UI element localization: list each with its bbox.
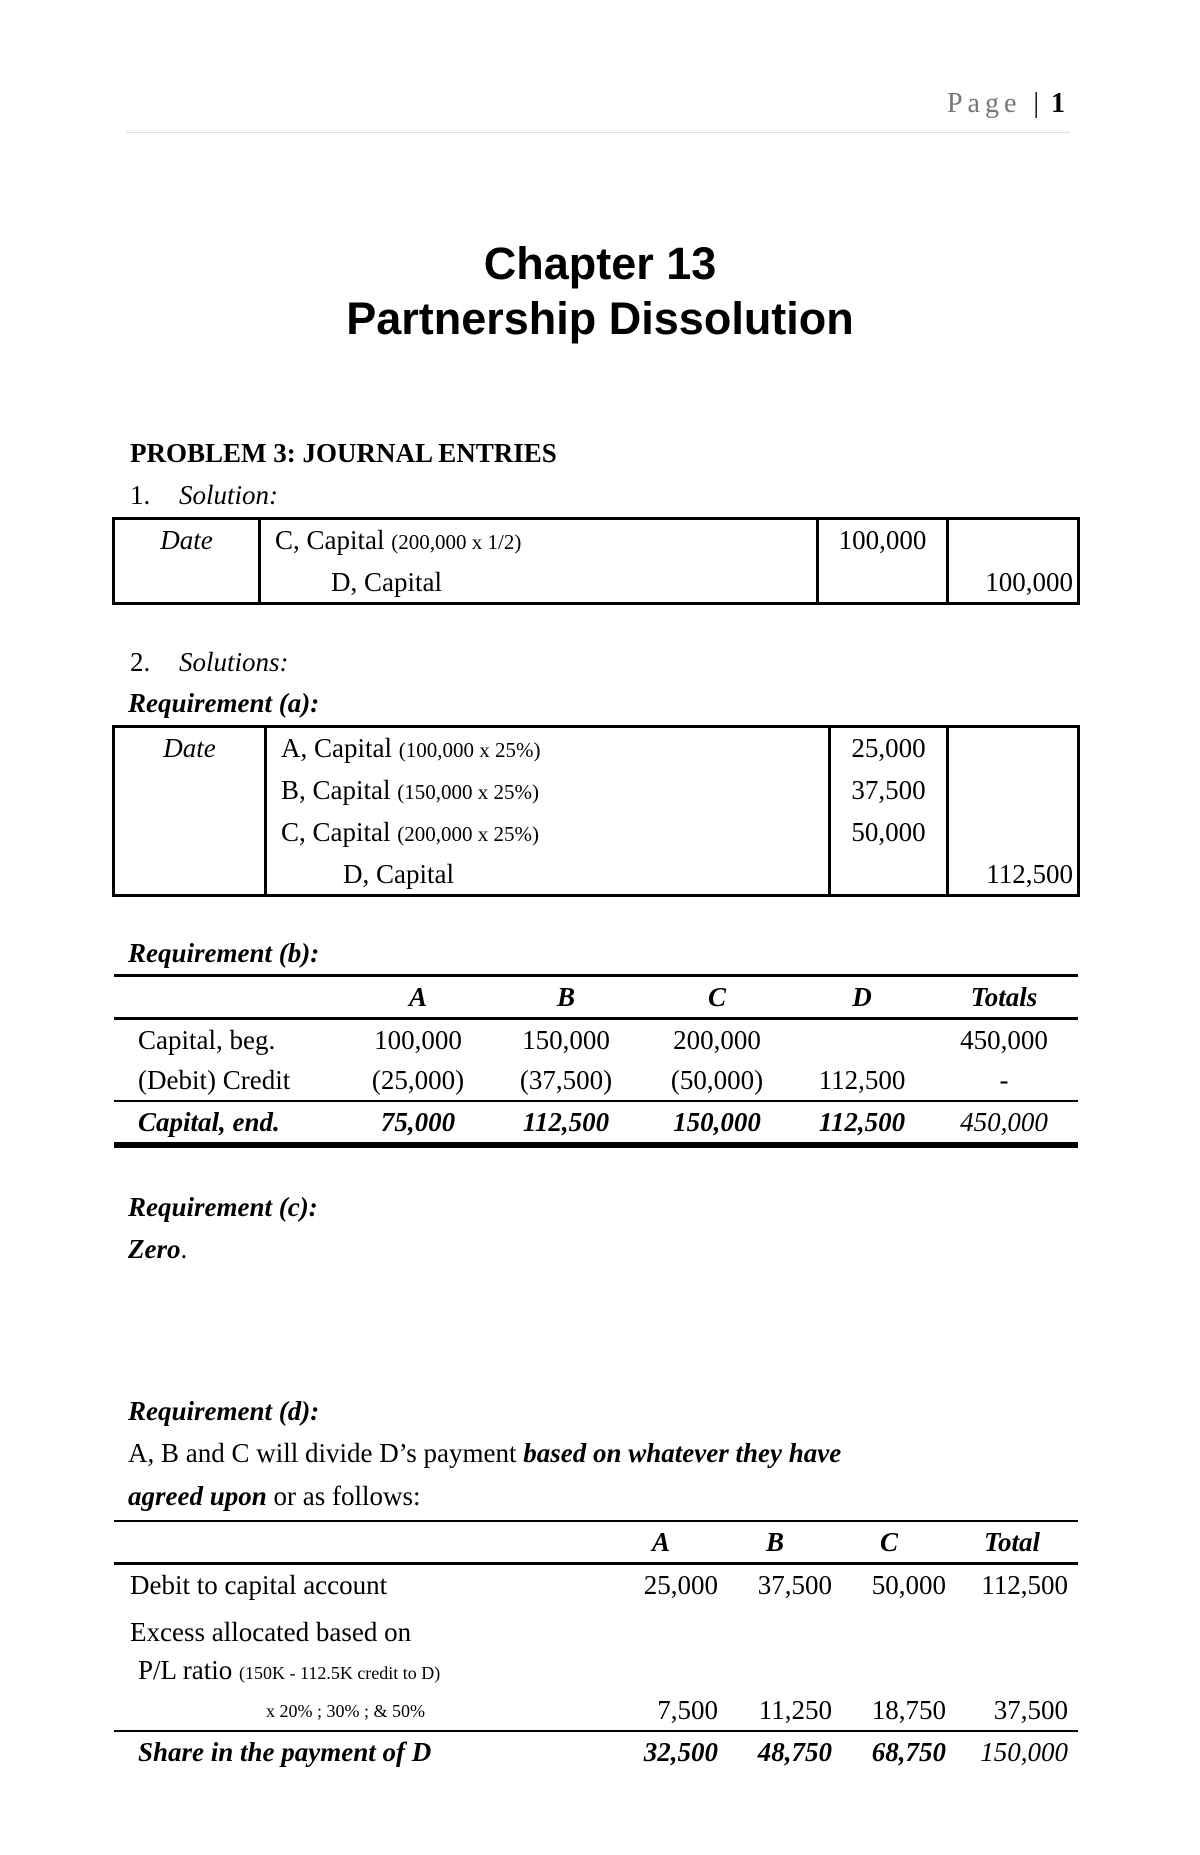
text-span: A, B and C will divide D’s payment: [128, 1438, 517, 1468]
table-row: [114, 1019, 1078, 1061]
answer-text: Zero: [128, 1234, 181, 1264]
account-name: B, Capital: [281, 775, 391, 805]
table-total-row: [114, 1731, 1078, 1772]
credit-cell: [948, 812, 1079, 854]
chapter-subtitle: Partnership Dissolution: [346, 293, 854, 344]
table-cell: 200,000: [673, 1025, 761, 1055]
header-rule: [126, 132, 1070, 133]
row-label: (Debit) Credit: [138, 1065, 291, 1095]
table-cell: 112,500: [818, 1065, 906, 1095]
table-cell: 150,000: [522, 1025, 610, 1055]
table-cell: 37,500: [993, 1695, 1068, 1725]
row-label: Capital, beg.: [138, 1025, 276, 1055]
text-span: (150K - 112.5K credit to D): [239, 1663, 441, 1683]
journal-entry-2a: [112, 725, 1080, 897]
table-cell: 68,750: [871, 1737, 946, 1767]
account-cell: [266, 812, 830, 854]
requirement-a-label: Requirement (a):: [128, 688, 320, 718]
table-cell: [794, 1019, 930, 1061]
solution-2-num: 2.: [130, 647, 151, 677]
row-label: Share in the payment of D: [138, 1737, 432, 1767]
account-cell: D, Capital: [260, 562, 818, 604]
table-cell: 32,500: [643, 1737, 718, 1767]
solution-2-text: Solutions:: [179, 647, 289, 677]
row-label: Capital, end.: [138, 1107, 280, 1137]
page-header: [947, 88, 1065, 120]
table-row: [114, 519, 1079, 563]
table-row: [114, 1613, 1078, 1731]
debit-cell: [830, 854, 948, 896]
table-cell: 48,750: [757, 1737, 832, 1767]
header-cell: A: [651, 1527, 670, 1557]
page-number: 1: [1051, 88, 1065, 119]
table-cell: 37,500: [757, 1570, 832, 1600]
header-cell: B: [556, 982, 575, 1012]
solution-1-label: [130, 480, 278, 511]
table-total-row: [114, 1101, 1078, 1145]
table-row: [114, 812, 1079, 854]
debit-cell: 100,000: [818, 519, 948, 563]
requirement-d-text-line1: [128, 1438, 1078, 1469]
credit-cell: [948, 727, 1079, 771]
table-cell: 112,500: [818, 1107, 906, 1137]
table-cell: 100,000: [374, 1025, 462, 1055]
account-cell: [266, 770, 830, 812]
credit-cell: [948, 770, 1079, 812]
table-cell: 25,000: [643, 1570, 718, 1600]
table-cell: (25,000): [371, 1065, 465, 1095]
table-cell: 75,000: [380, 1107, 456, 1137]
table-row: [114, 854, 1079, 896]
header-cell: C: [879, 1527, 898, 1557]
page-separator: |: [1033, 88, 1039, 119]
table-cell: (37,500): [519, 1065, 613, 1095]
account-note: (200,000 x 1/2): [391, 530, 522, 554]
table-cell: -: [999, 1065, 1009, 1095]
account-name: C, Capital: [281, 817, 391, 847]
header-cell: A: [408, 982, 427, 1012]
header-cell: [114, 976, 344, 1019]
requirement-d-text-line2: [128, 1481, 421, 1512]
credit-cell: 112,500: [948, 854, 1079, 896]
table-row: [114, 562, 1079, 604]
requirement-b-label: Requirement (b):: [128, 938, 320, 968]
debit-cell: 37,500: [830, 770, 948, 812]
date-cell: [114, 770, 266, 812]
date-cell: [114, 854, 266, 896]
table-cell: 450,000: [960, 1107, 1048, 1137]
text-span: or as follows:: [273, 1481, 421, 1511]
table-cell: 11,250: [758, 1695, 832, 1725]
account-name: A, Capital: [281, 733, 392, 763]
row-label-line: [130, 1651, 604, 1692]
solution-1-text: Solution:: [179, 480, 278, 510]
date-cell: Date: [114, 727, 266, 771]
solution-1-num: 1.: [130, 480, 151, 510]
account-name: C, Capital: [275, 525, 385, 555]
header-cell: C: [707, 982, 726, 1012]
row-label: Debit to capital account: [130, 1570, 388, 1600]
date-cell: Date: [114, 519, 260, 563]
debit-cell: 25,000: [830, 727, 948, 771]
account-cell: D, Capital: [266, 854, 830, 896]
header-cell: B: [765, 1527, 784, 1557]
table-row: [114, 1060, 1078, 1101]
header-cell: D: [852, 982, 872, 1012]
account-cell: [266, 727, 830, 771]
account-note: (200,000 x 25%): [397, 822, 539, 846]
table-cell: 150,000: [980, 1737, 1068, 1767]
table-cell: 50,000: [871, 1570, 946, 1600]
emphasis-span: based on whatever they have: [523, 1438, 842, 1468]
header-cell: [114, 1521, 604, 1564]
table-cell: 7,500: [657, 1695, 718, 1725]
text-span: P/L ratio: [138, 1655, 233, 1685]
credit-cell: 100,000: [948, 562, 1079, 604]
table-row: [114, 770, 1079, 812]
table-header-row: [114, 976, 1078, 1019]
requirement-d-label: Requirement (d):: [128, 1396, 320, 1426]
payment-allocation-table: [114, 1520, 1078, 1772]
answer-period: .: [180, 1234, 188, 1264]
emphasis-span: agreed upon: [128, 1481, 267, 1511]
row-label-line: Excess allocated based on: [130, 1617, 412, 1647]
table-cell: 450,000: [960, 1025, 1048, 1055]
chapter-title: Chapter 13: [483, 238, 717, 289]
date-cell: [114, 562, 260, 604]
requirement-c-label: Requirement (c):: [128, 1192, 318, 1222]
requirement-c-answer: [128, 1234, 187, 1265]
credit-cell: [948, 519, 1079, 563]
table-cell: 150,000: [673, 1107, 761, 1137]
account-note: (100,000 x 25%): [398, 738, 541, 762]
table-cell: (50,000): [670, 1065, 764, 1095]
table-cell: 112,500: [981, 1570, 1068, 1600]
problem-heading: PROBLEM 3: JOURNAL ENTRIES: [130, 438, 557, 468]
journal-entry-1: [112, 517, 1080, 605]
table-header-row: [114, 1521, 1078, 1564]
debit-cell: [818, 562, 948, 604]
solution-2-label: [130, 647, 289, 678]
table-row: [114, 1564, 1078, 1614]
debit-cell: 50,000: [830, 812, 948, 854]
date-cell: [114, 812, 266, 854]
table-cell: 112,500: [522, 1107, 610, 1137]
table-cell: 18,750: [871, 1695, 946, 1725]
header-cell: Total: [983, 1527, 1041, 1557]
table-row: [114, 727, 1079, 771]
header-cell: Totals: [970, 982, 1038, 1012]
account-cell: [260, 519, 818, 563]
row-label: [114, 1613, 604, 1731]
row-label-line: x 20% ; 30% ; & 50%: [266, 1701, 425, 1721]
page-word: Page: [946, 88, 1022, 119]
capital-schedule: [114, 974, 1078, 1148]
account-note: (150,000 x 25%): [397, 780, 539, 804]
